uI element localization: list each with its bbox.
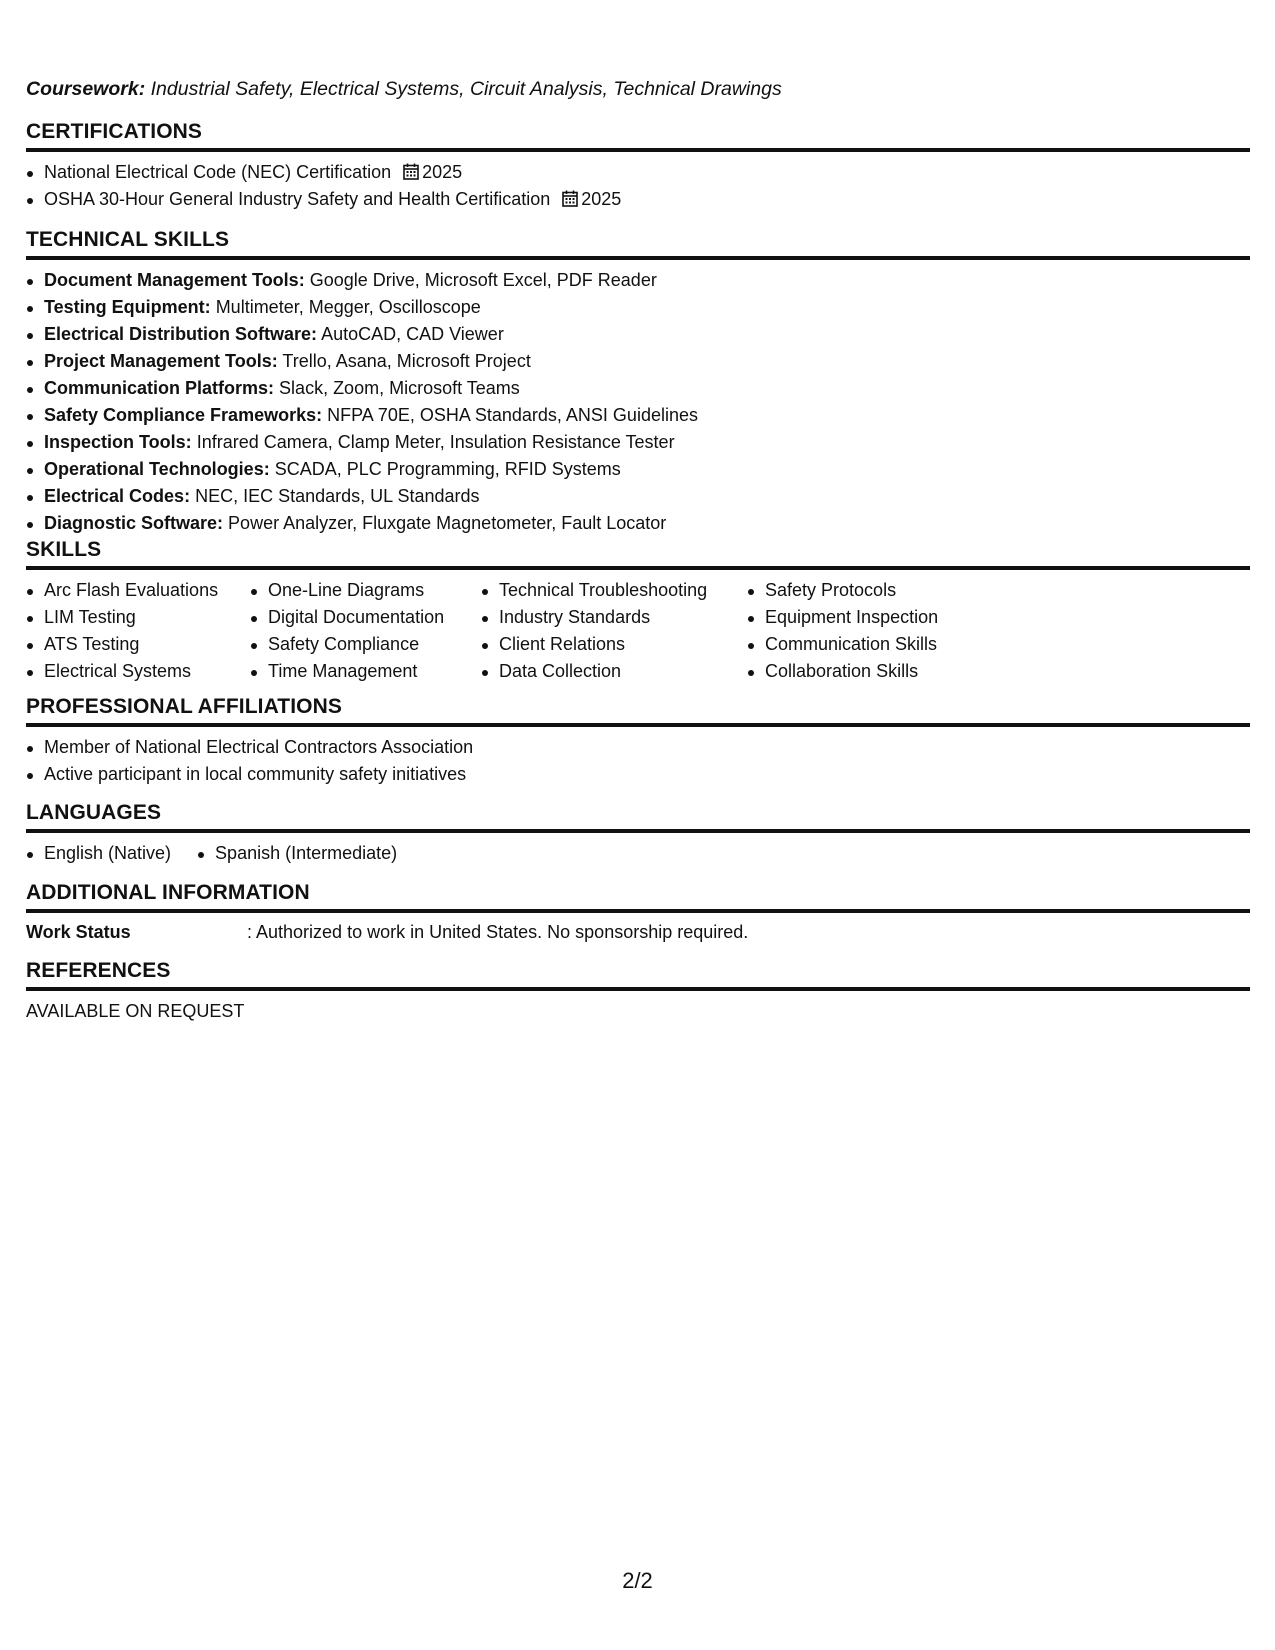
languages-section — [26, 800, 1250, 867]
work-status-label: Work Status — [26, 922, 131, 942]
affiliations-list — [26, 734, 1250, 788]
affiliations-heading: PROFESSIONAL AFFILIATIONS — [26, 695, 342, 718]
skill-item: Safety Compliance — [250, 631, 481, 658]
technical-skills-section — [26, 227, 1250, 537]
section-divider — [26, 723, 1250, 727]
skill-item: Data Collection — [481, 658, 747, 685]
technical-skill-label: Electrical Distribution Software: — [44, 324, 318, 344]
references-heading: REFERENCES — [26, 959, 171, 982]
technical-skill-value: Slack, Zoom, Microsoft Teams — [279, 378, 520, 398]
languages-heading: LANGUAGES — [26, 801, 162, 824]
skill-item: Technical Troubleshooting — [481, 577, 747, 604]
calendar-icon — [403, 161, 419, 188]
skills-section — [26, 537, 1250, 685]
technical-skill-item — [26, 483, 1250, 510]
technical-skill-item — [26, 510, 1250, 537]
technical-skills-heading: TECHNICAL SKILLS — [26, 228, 230, 251]
section-divider — [26, 148, 1250, 152]
certifications-list — [26, 159, 1250, 213]
skills-column — [26, 577, 250, 685]
technical-skill-item — [26, 267, 1250, 294]
skill-item: One-Line Diagrams — [250, 577, 481, 604]
certification-name: National Electrical Code (NEC) Certification — [44, 162, 392, 182]
additional-information-section — [26, 880, 1250, 946]
skills-column — [747, 577, 1007, 685]
technical-skills-list — [26, 267, 1250, 537]
affiliation-item: Active participant in local community safety initiatives — [26, 761, 1250, 788]
additional-information-heading: ADDITIONAL INFORMATION — [26, 881, 310, 904]
certification-item — [26, 186, 1250, 213]
certification-year: 2025 — [422, 162, 463, 182]
technical-skill-value: NEC, IEC Standards, UL Standards — [195, 486, 480, 506]
skills-heading: SKILLS — [26, 538, 102, 561]
skill-item: Industry Standards — [481, 604, 747, 631]
certification-item — [26, 159, 1250, 186]
technical-skill-label: Operational Technologies: — [44, 459, 270, 479]
section-divider — [26, 566, 1250, 570]
skill-item: Client Relations — [481, 631, 747, 658]
technical-skill-label: Communication Platforms: — [44, 378, 275, 398]
skill-item: Equipment Inspection — [747, 604, 1007, 631]
work-status-value: : Authorized to work in United States. No sponsorship required. — [247, 922, 749, 942]
technical-skill-label: Electrical Codes: — [44, 486, 191, 506]
technical-skill-item — [26, 429, 1250, 456]
calendar-icon — [562, 188, 578, 215]
page-number: 2/2 — [622, 1568, 653, 1593]
skill-item: LIM Testing — [26, 604, 250, 631]
section-divider — [26, 829, 1250, 833]
technical-skill-value: SCADA, PLC Programming, RFID Systems — [274, 459, 621, 479]
technical-skill-value: Trello, Asana, Microsoft Project — [282, 351, 531, 371]
technical-skill-item — [26, 294, 1250, 321]
skills-column — [481, 577, 747, 685]
certifications-heading: CERTIFICATIONS — [26, 120, 203, 143]
languages-list — [26, 840, 1250, 867]
language-item: English (Native) — [26, 840, 171, 867]
coursework-line — [26, 78, 782, 101]
references-text: AVAILABLE ON REQUEST — [26, 1001, 245, 1021]
skill-item: Electrical Systems — [26, 658, 250, 685]
technical-skill-item — [26, 375, 1250, 402]
technical-skill-label: Document Management Tools: — [44, 270, 305, 290]
technical-skill-value: NFPA 70E, OSHA Standards, ANSI Guidelines — [327, 405, 698, 425]
skill-item: ATS Testing — [26, 631, 250, 658]
skill-item: Arc Flash Evaluations — [26, 577, 250, 604]
section-divider — [26, 256, 1250, 260]
technical-skill-label: Testing Equipment: — [44, 297, 211, 317]
affiliations-section — [26, 694, 1250, 788]
work-status-row — [26, 919, 1250, 946]
technical-skill-item — [26, 348, 1250, 375]
section-divider — [26, 987, 1250, 991]
affiliation-item: Member of National Electrical Contractors Association — [26, 734, 1250, 761]
skill-item: Time Management — [250, 658, 481, 685]
technical-skill-label: Inspection Tools: — [44, 432, 192, 452]
technical-skill-value: Multimeter, Megger, Oscilloscope — [215, 297, 481, 317]
technical-skill-item — [26, 456, 1250, 483]
certifications-section — [26, 119, 1250, 213]
language-item: Spanish (Intermediate) — [197, 840, 397, 867]
technical-skill-value: AutoCAD, CAD Viewer — [321, 324, 504, 344]
technical-skill-value: Google Drive, Microsoft Excel, PDF Reader — [309, 270, 657, 290]
skills-grid — [26, 577, 1250, 685]
technical-skill-value: Infrared Camera, Clamp Meter, Insulation Resistance Tester — [196, 432, 675, 452]
certification-year: 2025 — [581, 189, 622, 209]
skill-item: Safety Protocols — [747, 577, 1007, 604]
skill-item: Communication Skills — [747, 631, 1007, 658]
technical-skill-value: Power Analyzer, Fluxgate Magnetometer, Fault Locator — [228, 513, 667, 533]
skill-item: Digital Documentation — [250, 604, 481, 631]
technical-skill-label: Diagnostic Software: — [44, 513, 224, 533]
technical-skill-label: Project Management Tools: — [44, 351, 278, 371]
coursework-label: Coursework: — [26, 78, 146, 100]
coursework-text: Industrial Safety, Electrical Systems, Circuit Analysis, Technical Drawings — [150, 78, 782, 100]
technical-skill-item — [26, 321, 1250, 348]
section-divider — [26, 909, 1250, 913]
technical-skill-label: Safety Compliance Frameworks: — [44, 405, 323, 425]
certification-name: OSHA 30-Hour General Industry Safety and Health Certification — [44, 189, 551, 209]
skills-column — [250, 577, 481, 685]
technical-skill-item — [26, 402, 1250, 429]
references-section — [26, 958, 1250, 1025]
skill-item: Collaboration Skills — [747, 658, 1007, 685]
